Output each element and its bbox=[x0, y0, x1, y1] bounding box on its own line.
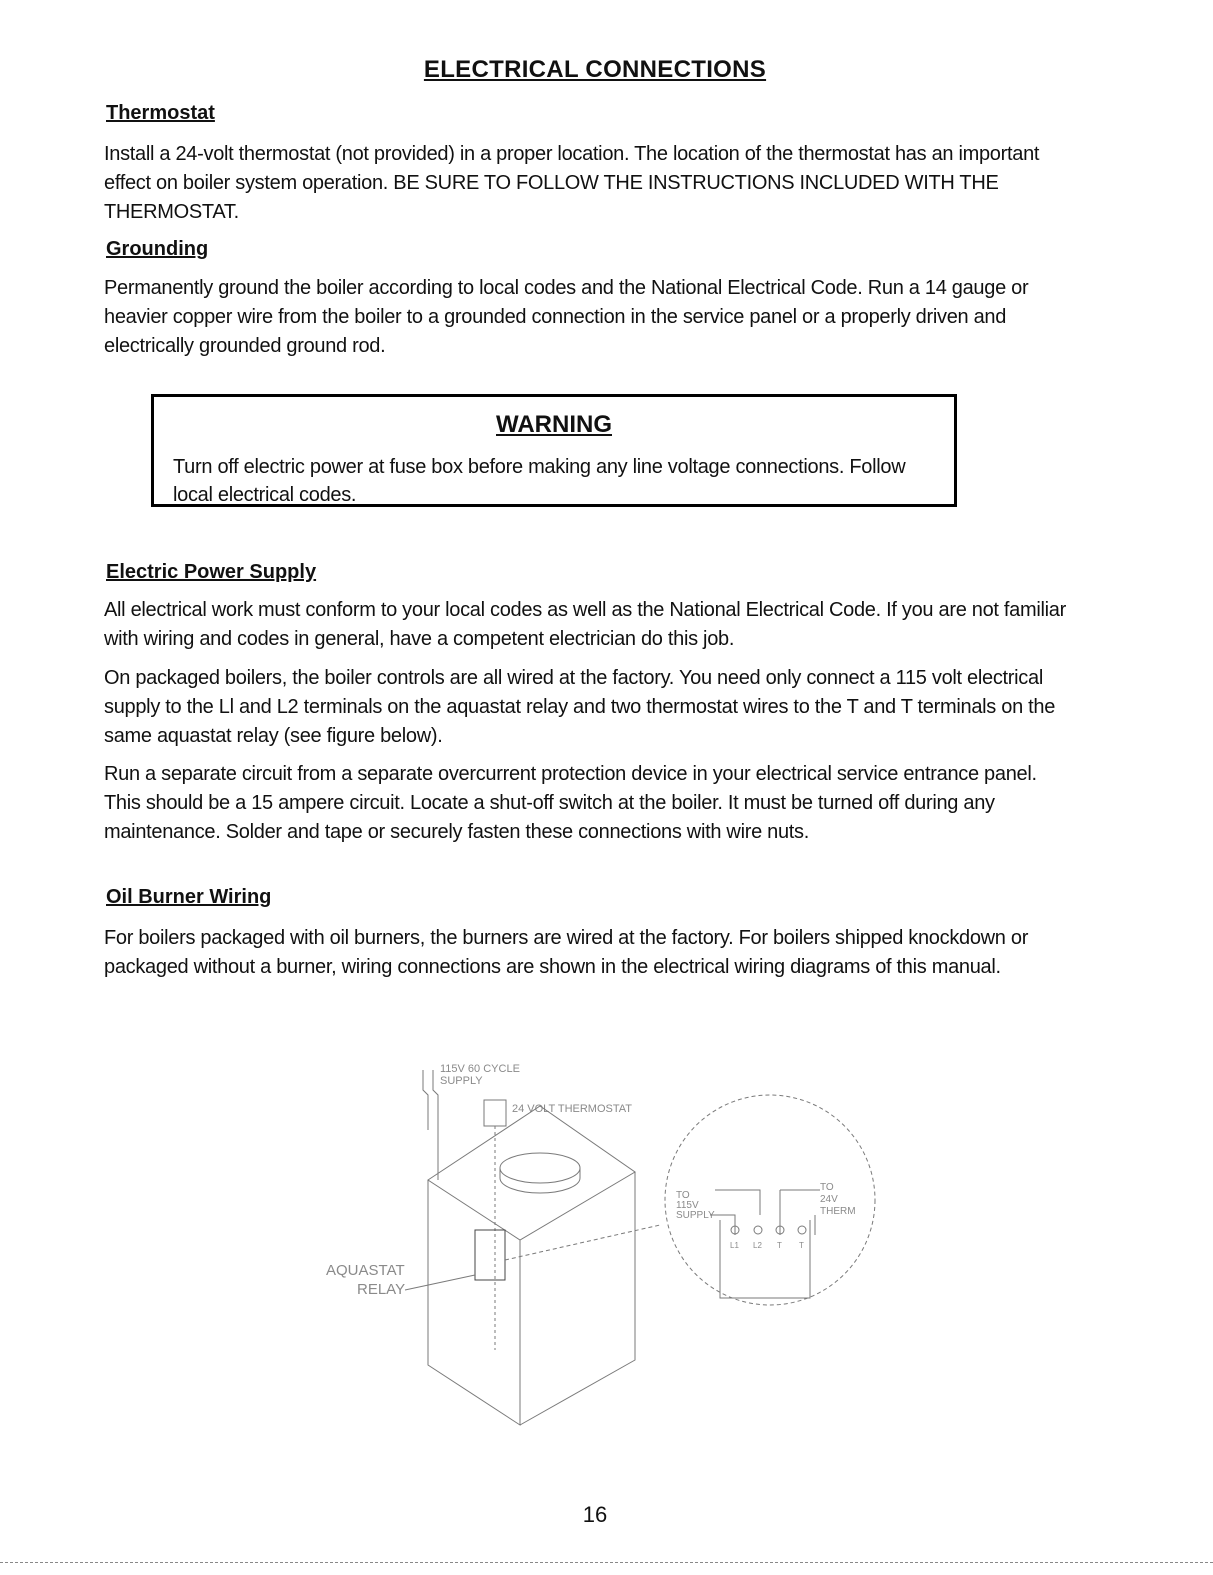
aquastat-label-2: RELAY bbox=[357, 1281, 406, 1298]
to-115-label-1: TO bbox=[676, 1190, 690, 1201]
to-24-label-3: THERM bbox=[820, 1206, 856, 1217]
to-24-label-2: 24V bbox=[820, 1194, 838, 1205]
supply-cable-2 bbox=[433, 1070, 438, 1180]
terminal-t2-screw bbox=[798, 1226, 806, 1234]
terminal-t1-label: T bbox=[777, 1241, 782, 1250]
terminal-l2-label: L2 bbox=[753, 1241, 762, 1250]
boiler-right-side bbox=[520, 1172, 635, 1425]
terminal-t2-label: T bbox=[799, 1241, 804, 1250]
warning-box bbox=[151, 394, 957, 507]
aquastat-relay-shape bbox=[475, 1230, 505, 1280]
warning-text: Turn off electric power at fuse box before making any line voltage connections. Follow local electrical codes. bbox=[173, 456, 906, 506]
heading-electric-power-supply: Electric Power Supply bbox=[106, 561, 317, 583]
heading-thermostat: Thermostat bbox=[106, 102, 215, 124]
page-number: 16 bbox=[582, 1502, 608, 1527]
heading-oil-burner-wiring: Oil Burner Wiring bbox=[106, 886, 272, 908]
power-supply-paragraph-1: All electrical work must conform to your local codes as well as the National Electrical Code. If you are not familiar with wiring and codes in general, have a competent electrician do this job. bbox=[104, 599, 1066, 650]
supply-label-1: 115V 60 CYCLE bbox=[440, 1063, 520, 1075]
boiler-wiring-diagram bbox=[310, 1050, 910, 1430]
aquastat-label-1: AQUASTAT bbox=[326, 1262, 405, 1279]
to-115-label-3: SUPPLY bbox=[676, 1210, 715, 1221]
warning-title: WARNING bbox=[496, 411, 612, 438]
boiler-left-side bbox=[428, 1180, 520, 1425]
supply-label-2: SUPPLY bbox=[440, 1075, 483, 1087]
l1-wire bbox=[715, 1190, 760, 1215]
to-115-label-2: 115V bbox=[676, 1200, 699, 1211]
grounding-paragraph: Permanently ground the boiler according to local codes and the National Electrical Code. Run a 14 gauge or heavier copper wire from the boiler to a grounded connection in the service panel or a properly driven and electrically grounded ground rod. bbox=[104, 277, 1029, 357]
power-supply-paragraph-2: On packaged boilers, the boiler controls are all wired at the factory. You need only connect a 115 volt electrical supply to the Ll and L2 terminals on the aquastat relay and two thermostat wires to the T and T terminals on the same aquastat relay (see figure below). bbox=[104, 667, 1056, 747]
detail-leader bbox=[505, 1225, 660, 1260]
terminal-l1-label: L1 bbox=[730, 1241, 739, 1250]
aquastat-leader bbox=[405, 1275, 475, 1290]
boiler-top bbox=[428, 1106, 635, 1240]
to-24-label-1: TO bbox=[820, 1182, 834, 1193]
thermostat-shape bbox=[484, 1100, 506, 1126]
heading-grounding: Grounding bbox=[106, 238, 209, 260]
supply-cable bbox=[423, 1070, 428, 1130]
oil-burner-paragraph: For boilers packaged with oil burners, the burners are wired at the factory. For boilers shipped knockdown or packaged without a burner, wiring connections are shown in the electrical wiring diagrams of this manual. bbox=[104, 927, 1029, 978]
flue-collar bbox=[500, 1153, 580, 1183]
power-supply-paragraph-3: Run a separate circuit from a separate overcurrent protection device in your electrical service entrance panel. This should be a 15 ampere circuit. Locate a shut-off switch at the boiler. It must be turned off during any maintenance. Solder and tape or securely fasten these connections with wire nuts. bbox=[104, 763, 1037, 843]
page-title: ELECTRICAL CONNECTIONS bbox=[423, 56, 767, 83]
thermostat-paragraph: Install a 24-volt thermostat (not provided) in a proper location. The location of the thermostat has an important effect on boiler system operation. BE SURE TO FOLLOW THE INSTRUCTIONS INCLUDED WITH THE THERMOSTAT. bbox=[104, 143, 1040, 223]
relay-outline bbox=[720, 1220, 810, 1298]
flue-collar-side bbox=[500, 1168, 580, 1193]
thermostat-label: 24 VOLT THERMOSTAT bbox=[512, 1103, 633, 1115]
bottom-rule bbox=[0, 1562, 1213, 1563]
terminal-l2-screw bbox=[754, 1226, 762, 1234]
